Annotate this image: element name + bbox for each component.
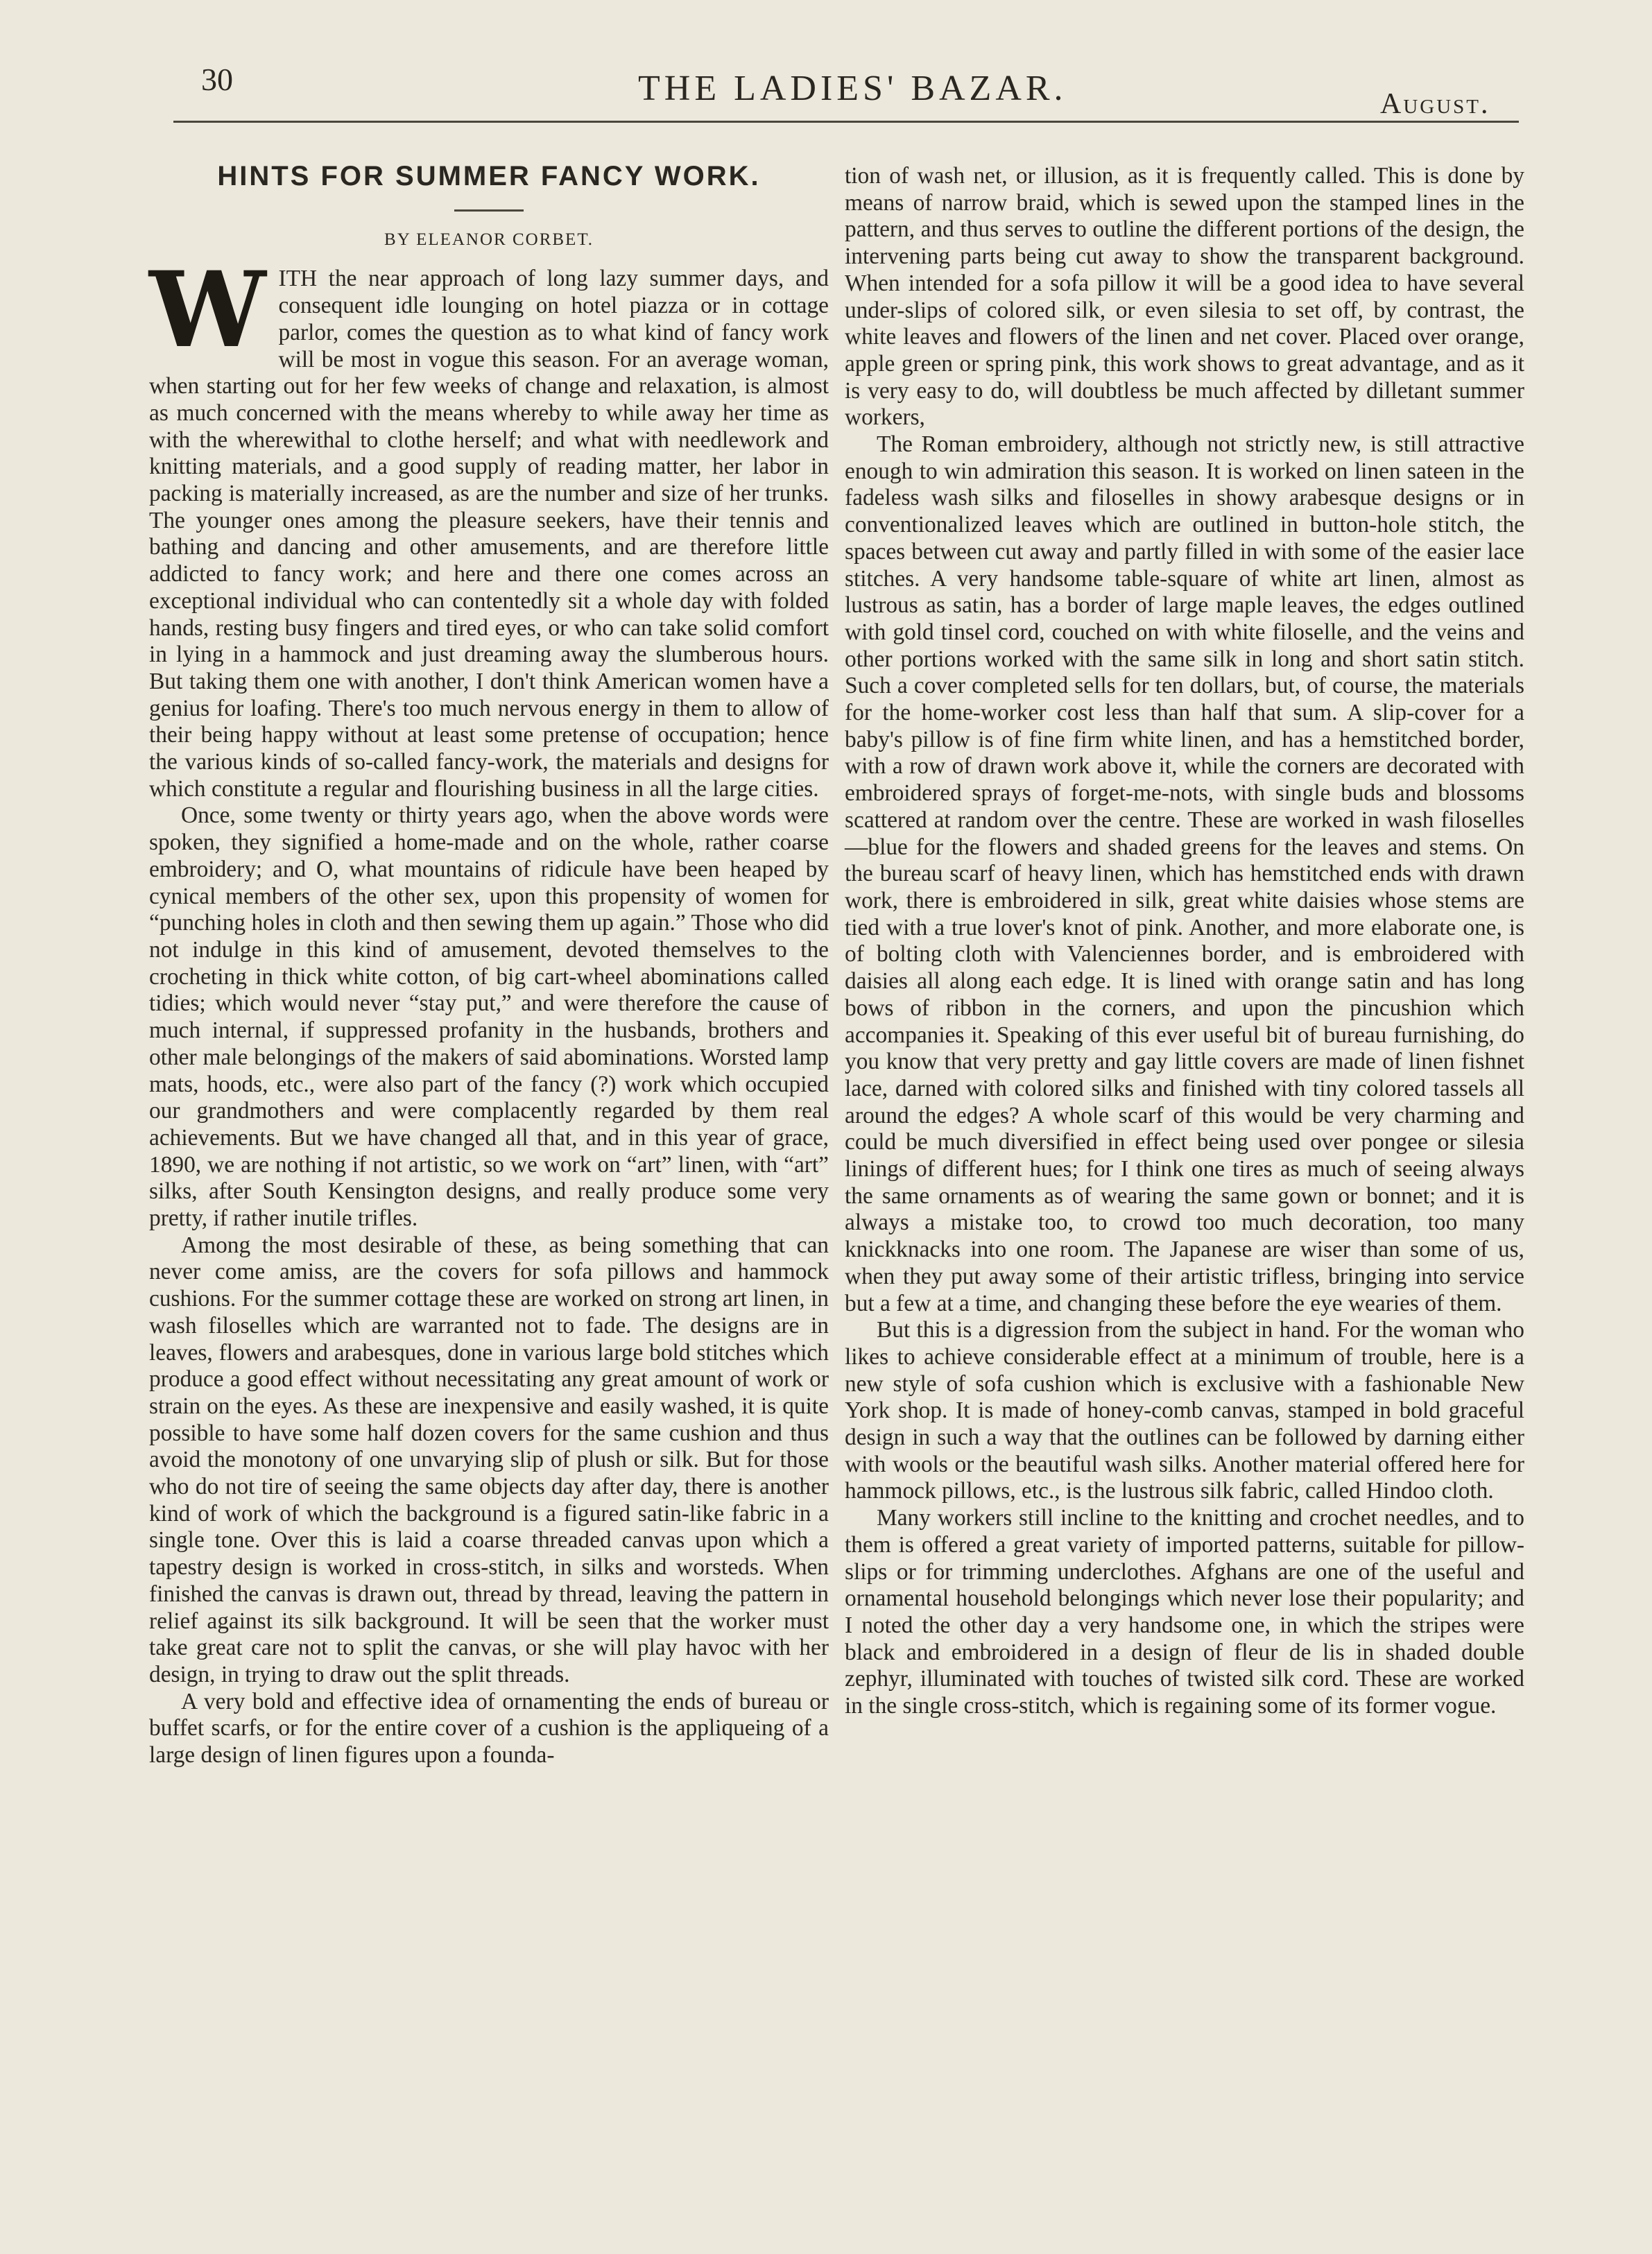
article-title: HINTS FOR SUMMER FANCY WORK. [217, 161, 761, 191]
paragraph-3: Among the most desirable of these, as being something that can never come amiss, are the covers for sofa pillows and hammock cushions. For the summer cottage these are worked on strong art linen, in wash filoselles which are warranted not to fade. The designs are in leaves, flowers and arabesques, done in various large bold stitches which produce a good effect without necessitating any great amount of work or strain on the eyes. As these are inexpensive and easily washed, it is quite possible to have some half dozen covers for the same cushion and thus avoid the monotony of one unvarying slip of plush or silk. But for those who do not tire of seeing the same objects day after day, there is another kind of work of which the background is a figured satin-like fabric in a single tone. Over this is laid a coarse threaded canvas upon which a tapestry design is worked in cross-stitch, in silks and worsteds. When finished the canvas is drawn out, thread by thread, leaving the pattern in relief against its silk background. It will be seen that the worker must take great care not to split the canvas, or she will play havoc with her design, in trying to draw out the split threads. [149, 1232, 829, 1687]
left-column [149, 163, 829, 1769]
paragraph-1-text: ITH the near approach of long lazy summer days, and consequent idle lounging on hotel piazza or in cottage parlor, comes the question as to what kind of fancy work will be most in vogue this season. For an average woman, when starting out for her few weeks of change and relaxation, is almost as much concerned with the means whereby to while away her time as with the wherewithal to clothe herself; and what with needlework and knitting materials, and a good supply of reading matter, her labor in packing is materially increased, as are the number and size of her trunks. The younger ones among the pleasure seekers, have their tennis and bathing and dancing and other amusements, and are therefore little addicted to fancy work; and here and there one comes across an exceptional individual who can contentedly sit a whole day with folded hands, resting busy fingers and tired eyes, or who can take solid comfort in lying in a hammock and just dreaming away the slumberous hours. But taking them one with another, I don't think American women have a genius for loafing. There's too much nervous energy in them to allow of their being happy without at least some pretense of occupation; hence the various kinds of so-called fancy-work, the materials and designs for which constitute a regular and flourishing business in all the large cities. [149, 266, 829, 802]
right-column [845, 163, 1524, 1720]
running-title: THE LADIES' BAZAR. [638, 69, 1067, 108]
paragraph-4-continued: tion of wash net, or illusion, as it is frequently called. This is done by means of narrow braid, which is sewed upon the stamped lines in the pattern, and thus serves to outline the different portions of the design, the intervening parts being cut away to show the transparent background. When intended for a sofa pillow it will be a good idea to have several under-slips of colored silk, or even silesia to set off, by contrast, the white leaves and flowers of the linen and net cover. Placed over orange, apple green or spring pink, this work shows to great advantage, and as it is very easy to do, will doubtless be much affected by dilletant summer workers, [845, 163, 1524, 431]
title-rule [454, 209, 524, 212]
paragraph-2: Once, some twenty or thirty years ago, when the above words were spoken, they signified a home-made and on the whole, rather coarse embroidery; and O, what mountains of ridicule have been heaped by cynical members of the other sex, upon this propensity of women for “punching holes in cloth and then sewing them up again.” Those who did not indulge in this kind of amusement, devoted themselves to the crocheting in thick white cotton, of big cart-wheel abominations called tidies; which would never “stay put,” and were therefore the cause of much internal, if suppressed profanity in the husbands, brothers and other male belongings of the makers of said abominations. Worsted lamp mats, hoods, etc., were also part of the fancy (?) work which occupied our grandmothers and were complacently regarded by them real achievements. But we have changed all that, and in this year of grace, 1890, we are nothing if not artistic, so we work on “art” linen, with “art” silks, after South Kensington designs, and really produce some very pretty, if rather inutile trifles. [149, 802, 829, 1232]
paragraph-4-start: A very bold and effective idea of ornamenting the ends of bureau or buffet scarfs, or for the entire cover of a cushion is the appliqueing of a large design of linen figures upon a founda- [149, 1688, 829, 1769]
byline: BY ELEANOR CORBET. [384, 230, 594, 249]
paragraph-5: The Roman embroidery, although not strictly new, is still attractive enough to win admiration this season. It is worked on linen sateen in the fadeless wash silks and filoselles in showy arabesque designs or in conventionalized leaves which are outlined in button-hole stitch, the spaces between cut away and partly filled in with some of the easier lace stitches. A very handsome table-square of white art linen, almost as lustrous as satin, has a border of large maple leaves, the edges outlined with gold tinsel cord, couched on with white filoselle, and the veins and other portions worked with the same silk in long and short satin stitch. Such a cover completed sells for ten dollars, but, of course, the materials for the home-worker cost less than half that sum. A slip-cover for a baby's pillow is of fine firm white linen, and has a hemstitched border, with a row of drawn work above it, while the corners are decorated with embroidered sprays of forget-me-nots, with single buds and blossoms scattered at random over the centre. These are worked in wash filoselles —blue for the flowers and shaded greens for the leaves and stems. On the bureau scarf of heavy linen, which has hemstitched ends with drawn work, there is embroidered in silk, great white daisies whose stems are tied with a true lover's knot of pink. Another, and more elaborate one, is of bolting cloth with Valenciennes border, and is embroidered with daisies all along each edge. It is lined with orange satin and has long bows of ribbon in the corners, and upon the pincushion which accompanies it. Speaking of this ever useful bit of bureau furnishing, do you know that very pretty and gay little covers are made of linen fishnet lace, darned with colored silks and finished with tiny colored tassels all around the edges? A whole scarf of this would be very charming and could be much diversified in effect being used over pongee or silesia linings of different hues; for I think one tires as much of seeing always the same ornaments as of wearing the same gown or bonnet; and it is always a mistake too, to crowd too much decoration, too many knickknacks into one room. The Japanese are wiser than some of us, when they put away some of their artistic trifless, bringing into service but a few at a time, and changing these before the eye wearies of them. [845, 431, 1524, 1316]
paragraph-6: But this is a digression from the subject in hand. For the woman who likes to achieve considerable effect at a minimum of trouble, here is a new style of sofa cushion which is exclusive with a fashionable New York shop. It is made of honey-comb canvas, stamped in bold graceful design in such a way that the outlines can be followed by darning either with wools or the beautiful wash silks. Another material offered here for hammock pillows, etc., is the lustrous silk fabric, called Hindoo cloth. [845, 1317, 1524, 1504]
paragraph-1 [149, 249, 829, 802]
paragraph-7: Many workers still incline to the knitting and crochet needles, and to them is offered a great variety of imported patterns, suitable for pillow-slips or for trimming underclothes. Afghans are one of the useful and ornamental household belongings which never lose their popularity; and I noted the other day a very handsome one, in which the stripes were black and embroidered in a design of fleur de lis in shaded double zephyr, illuminated with touches of twisted silk cord. These are worked in the single cross-stitch, which is regaining some of its former vogue. [845, 1505, 1524, 1719]
header-rule [173, 121, 1519, 123]
drop-cap: W [149, 249, 266, 372]
page-number: 30 [201, 62, 233, 97]
issue-month: August. [1380, 88, 1490, 120]
page-header [160, 61, 1519, 144]
